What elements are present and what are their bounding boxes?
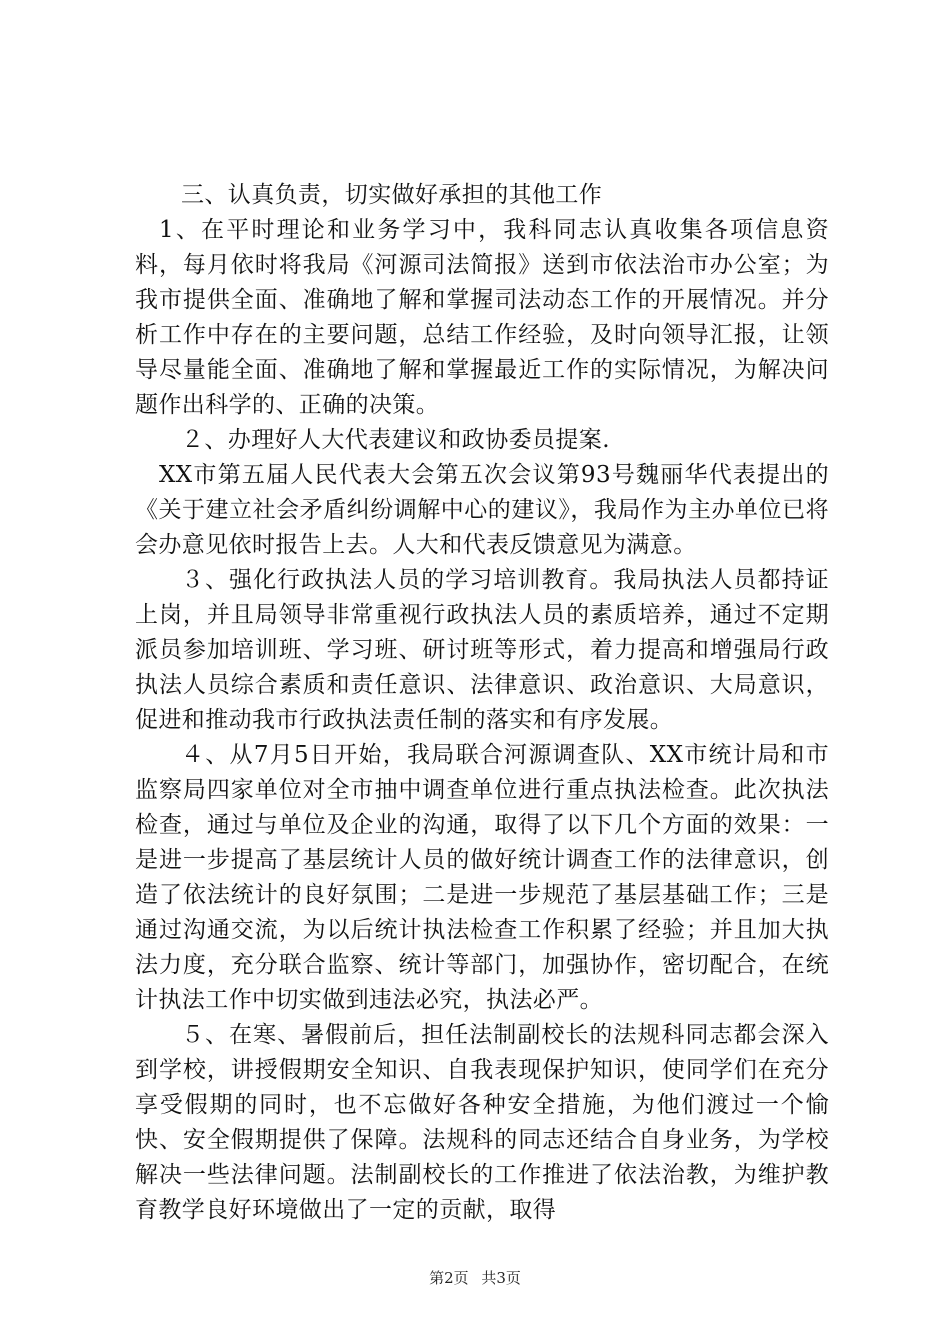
- document-body: [135, 178, 829, 1228]
- paragraph-item-2: ２、办理好人大代表建议和政协委员提案.: [181, 427, 610, 453]
- page-footer: [0, 1268, 950, 1288]
- page-number: 第2页: [429, 1269, 469, 1287]
- paragraph-item-5: ５、在寒、暑假前后，担任法制副校长的法规科同志都会深入到学校，讲授假期安全知识、自我表现保护知识，使同学们在充分享受假期的同时，也不忘做好各种安全措施，为他们渡过一个愉快、安全假期提供了保障。法规科的同志还结合自身业务，为学校解决一些法律问题。法制副校长的工作推进了依法治教，为维护教育教学良好环境做出了一定的贡献，取得: [135, 1022, 829, 1223]
- paragraph-item-3: ３、强化行政执法人员的学习培训教育。我局执法人员都持证上岗，并且局领导非常重视行政执法人员的素质培养，通过不定期派员参加培训班、学习班、研讨班等形式，着力提高和增强局行政执法人员综合素质和责任意识、法律意识、政治意识、大局意识，促进和推动我市行政执法责任制的落实和有序发展。: [135, 567, 829, 733]
- paragraph-item-2-detail: XX市第五届人民代表大会第五次会议第93号魏丽华代表提出的《关于建立社会矛盾纠纷调解中心的建议》，我局作为主办单位已将会办意见依时报告上去。人大和代表反馈意见为满意。: [135, 462, 829, 558]
- section-heading: 三、认真负责，切实做好承担的其他工作: [181, 182, 603, 208]
- page-total: 共3页: [481, 1269, 521, 1287]
- paragraph-item-4: ４、从7月5日开始，我局联合河源调查队、XX市统计局和市监察局四家单位对全市抽中调查单位进行重点执法检查。此次执法检查，通过与单位及企业的沟通，取得了以下几个方面的效果：一是进一步提高了基层统计人员的做好统计调查工作的法律意识，创造了依法统计的良好氛围；二是进一步规范了基层基础工作；三是通过沟通交流，为以后统计执法检查工作积累了经验；并且加大执法力度，充分联合监察、统计等部门，加强协作，密切配合，在统计执法工作中切实做到违法必究，执法必严。: [135, 742, 829, 1013]
- paragraph-item-1: 1、在平时理论和业务学习中，我科同志认真收集各项信息资料，每月依时将我局《河源司法简报》送到市依法治市办公室；为我市提供全面、准确地了解和掌握司法动态工作的开展情况。并分析工作中存在的主要问题，总结工作经验，及时向领导汇报，让领导尽量能全面、准确地了解和掌握最近工作的实际情况，为解决问题作出科学的、正确的决策。: [135, 217, 829, 418]
